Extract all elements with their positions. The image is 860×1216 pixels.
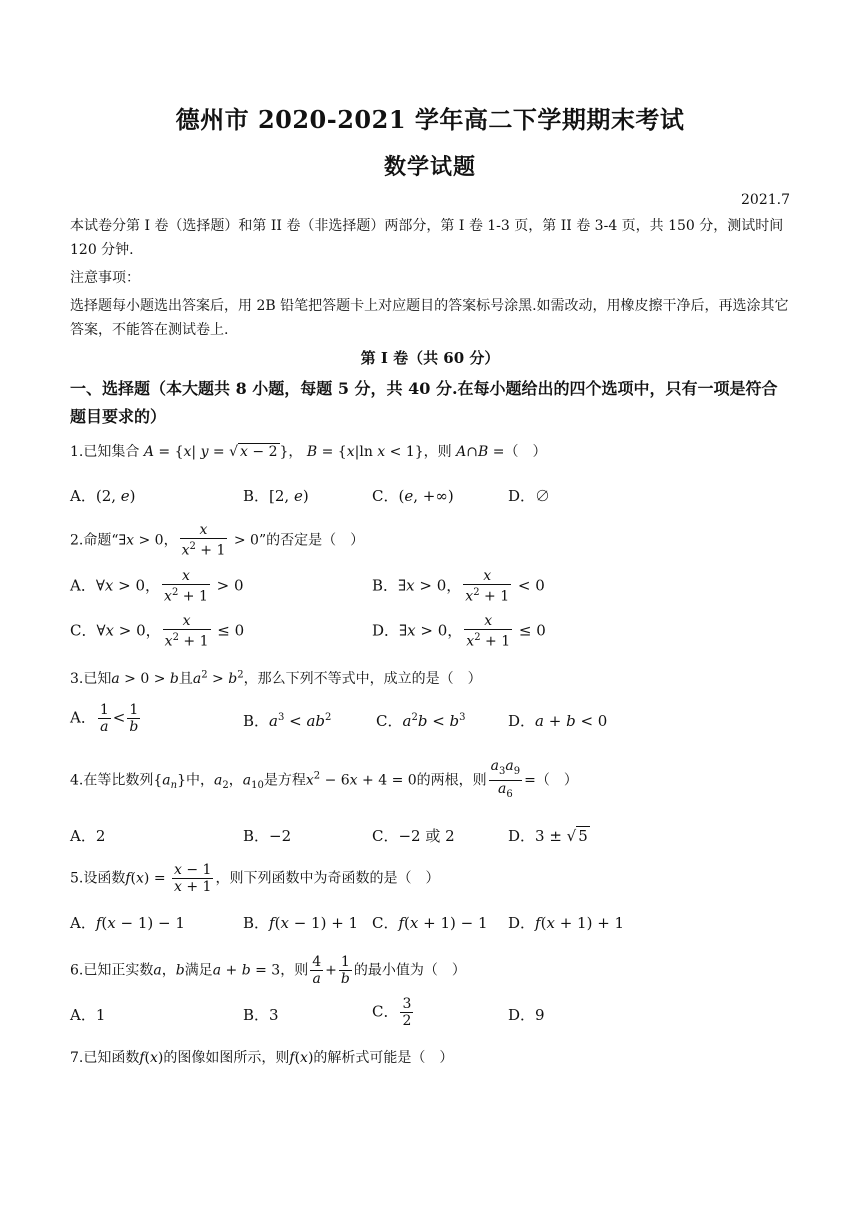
q7-suffix: 的解析式可能是（ ） (313, 1050, 454, 1066)
q4-mid2: 是方程 (263, 772, 306, 789)
q6-prefix: 6.已知正实数 (70, 962, 154, 979)
q5-suffix: ，则下列函数中为奇函数的是（ ） (215, 870, 440, 887)
question-5: 5.设函数f(x) = $\frac{x - 1}{x + 1}$ ，则下列函数中为奇函数的是（ ） (70, 862, 440, 895)
q3-d-label: D． (508, 712, 536, 730)
q5-option-a: A．f(x − 1) − 1 (70, 914, 185, 932)
q2-d-label: D． (372, 621, 400, 640)
q1-expression: A∩B = (456, 444, 505, 460)
q4-option-d: D．3 ± √ 5 (508, 827, 588, 845)
q1-d-label: D． (508, 487, 536, 505)
q1-set-b: B = {x|ln x < 1} (306, 444, 424, 460)
q2-suffix: ”的否定是（ ） (258, 532, 365, 549)
question-2: 2.命题“∃x > 0， $\frac{x}{x^2 + 1}$ > 0”的否定是（ ） (70, 522, 365, 559)
q2-option-b: B．∃x > 0， $\frac{x}{x^2 + 1}$ < 0 (372, 568, 545, 605)
part-heading: 一、选择题（本大题共 8 小题，每题 5 分，共 40 分.在每小题给出的四个选项中，只有一项是符合题目要求的） (70, 379, 778, 426)
q3-c-label: C． (376, 712, 403, 730)
q4-suffix: （ ） (535, 772, 578, 789)
q6-suffix: 的最小值为（ ） (353, 962, 466, 979)
q2-option-c: C．∀x > 0， $\frac{x}{x^2 + 1}$ ≤ 0 (70, 613, 245, 650)
q1-option-a: A．(2, e) (70, 487, 136, 505)
question-7: 7.已知函数f(x)的图像如图所示，则f(x)的解析式可能是（ ） (70, 1050, 454, 1066)
q2-prefix: 2.命题“ (70, 532, 119, 549)
question-6: 6.已知正实数a，b满足a + b = 3，则 $\frac{4}{a}$ + $\frac{1}{b}$ 的最小值为（ ） (70, 954, 466, 987)
exam-date: 2021.7 (741, 192, 790, 208)
q1-suffix: ，则 (423, 444, 452, 460)
q1-set-a: A = {x| y = √ x − 2 } (143, 444, 289, 460)
q2-option-d: D．∃x > 0， $\frac{x}{x^2 + 1}$ ≤ 0 (372, 613, 546, 650)
q5-a-label: A． (70, 914, 96, 932)
q5-d-label: D． (508, 914, 536, 932)
q6-c-label: C． (372, 1002, 399, 1021)
q1-c-label: C． (372, 487, 399, 505)
q5-c-label: C． (372, 914, 399, 932)
q1-option-d: D．∅ (508, 487, 551, 505)
q5-option-d: D．f(x + 1) + 1 (508, 914, 625, 932)
q6-option-a (70, 1004, 105, 1025)
q1-b-label: B． (243, 487, 270, 505)
q4-c-value: −2 或 2 (398, 827, 455, 845)
q4-a-label: A． (70, 827, 96, 845)
q6-mid2: ，则 (280, 962, 309, 979)
q6-mid: 满足 (184, 962, 213, 979)
q4-b-label: B． (243, 827, 270, 845)
q4-option-a (70, 825, 105, 846)
q4-mid3: 的两根，则 (416, 772, 487, 789)
exam-title: 德州市 2020-2021 学年高二下学期期末考试 (175, 105, 685, 134)
q6-d-label: D． (508, 1006, 536, 1024)
q7-mid: 的图像如图所示，则 (163, 1050, 290, 1066)
q3-option-d: D．a + b < 0 (508, 712, 608, 730)
q3-a-label: A． (70, 708, 96, 727)
q3-prefix: 3.已知 (70, 671, 112, 687)
q4-c-label: C． (372, 827, 399, 845)
q4-d-label: D． (508, 827, 536, 845)
q1-end: （ ） (504, 444, 547, 460)
q1-option-c: C．(e, +∞) (372, 487, 454, 505)
q6-option-c: C． $\frac{3}{2}$ (372, 996, 412, 1029)
q5-b-label: B． (243, 914, 270, 932)
section-title: 第 I 卷（共 60 分） (360, 349, 500, 367)
q1-prefix: 1.已知集合 (70, 444, 140, 460)
question-3: 3.已知a > 0 > b且$a^2 > b^2$，那么下列不等式中，成立的是（ ） (70, 669, 482, 687)
q5-option-c: C．f(x + 1) − 1 (372, 914, 488, 932)
q3-b-label: B． (243, 712, 270, 730)
q6-option-d (508, 1004, 545, 1025)
question-4: 4.在等比数列$\{a_n\}$中，$a_2$，$a_{10}$是方程$x^2 - 6x + 4 = 0$的两根，则 $\frac{a_3a_9}{a_6}$ =（ ） (70, 758, 578, 800)
q3-suffix: ，那么下列不等式中，成立的是（ ） (243, 671, 482, 687)
q4-a-value: 2 (95, 827, 106, 845)
q6-a-value: 1 (95, 1006, 106, 1024)
question-1 (70, 441, 546, 461)
q5-option-b: B．f(x − 1) + 1 (243, 914, 359, 932)
q4-mid1: 中， (186, 772, 215, 789)
q2-option-a: A．∀x > 0， $\frac{x}{x^2 + 1}$ > 0 (70, 568, 244, 605)
q6-a-label: A． (70, 1006, 96, 1024)
q3-mid: 且 (178, 671, 193, 687)
q6-b-label: B． (243, 1006, 270, 1024)
q1-a-label: A． (70, 487, 96, 505)
q2-a-label: A． (70, 576, 96, 595)
q4-b-value: −2 (269, 827, 292, 845)
q3-option-a: A． $\frac{1}{a}$ < $\frac{1}{b}$ (70, 702, 139, 735)
q3-option-b: B．$a^3 < ab^2$ (243, 712, 332, 730)
intro-paragraph: 本试卷分第 I 卷（选择题）和第 II 卷（非选择题）两部分，第 I 卷 1-3 页，第 II 卷 3-4 页，共 150 分，测试时间 120 分钟. (70, 218, 784, 258)
q1-option-b: B．[2, e) (243, 487, 309, 505)
q2-b-label: B． (372, 576, 399, 595)
q6-d-value: 9 (535, 1006, 545, 1024)
exam-subtitle: 数学试题 (383, 154, 476, 180)
q4-option-c (372, 825, 455, 846)
q6-option-b (243, 1004, 279, 1025)
q4-prefix: 4.在等比数列 (70, 772, 154, 789)
q2-c-label: C． (70, 621, 97, 640)
q5-prefix: 5.设函数 (70, 870, 126, 887)
notice-text: 选择题每小题选出答案后，用 2B 铅笔把答题卡上对应题目的答案标号涂黑.如需改动，用橡皮擦干净后，再选涂其它答案，不能答在测试卷上. (70, 298, 789, 338)
q6-b-value: 3 (269, 1006, 279, 1024)
q3-option-c: C．$a^2b < b^3$ (376, 712, 466, 730)
q1-comma: ， (288, 444, 303, 460)
notice-title: 注意事项： (70, 270, 140, 286)
q7-prefix: 7.已知函数 (70, 1050, 140, 1066)
q4-option-b (243, 825, 291, 846)
